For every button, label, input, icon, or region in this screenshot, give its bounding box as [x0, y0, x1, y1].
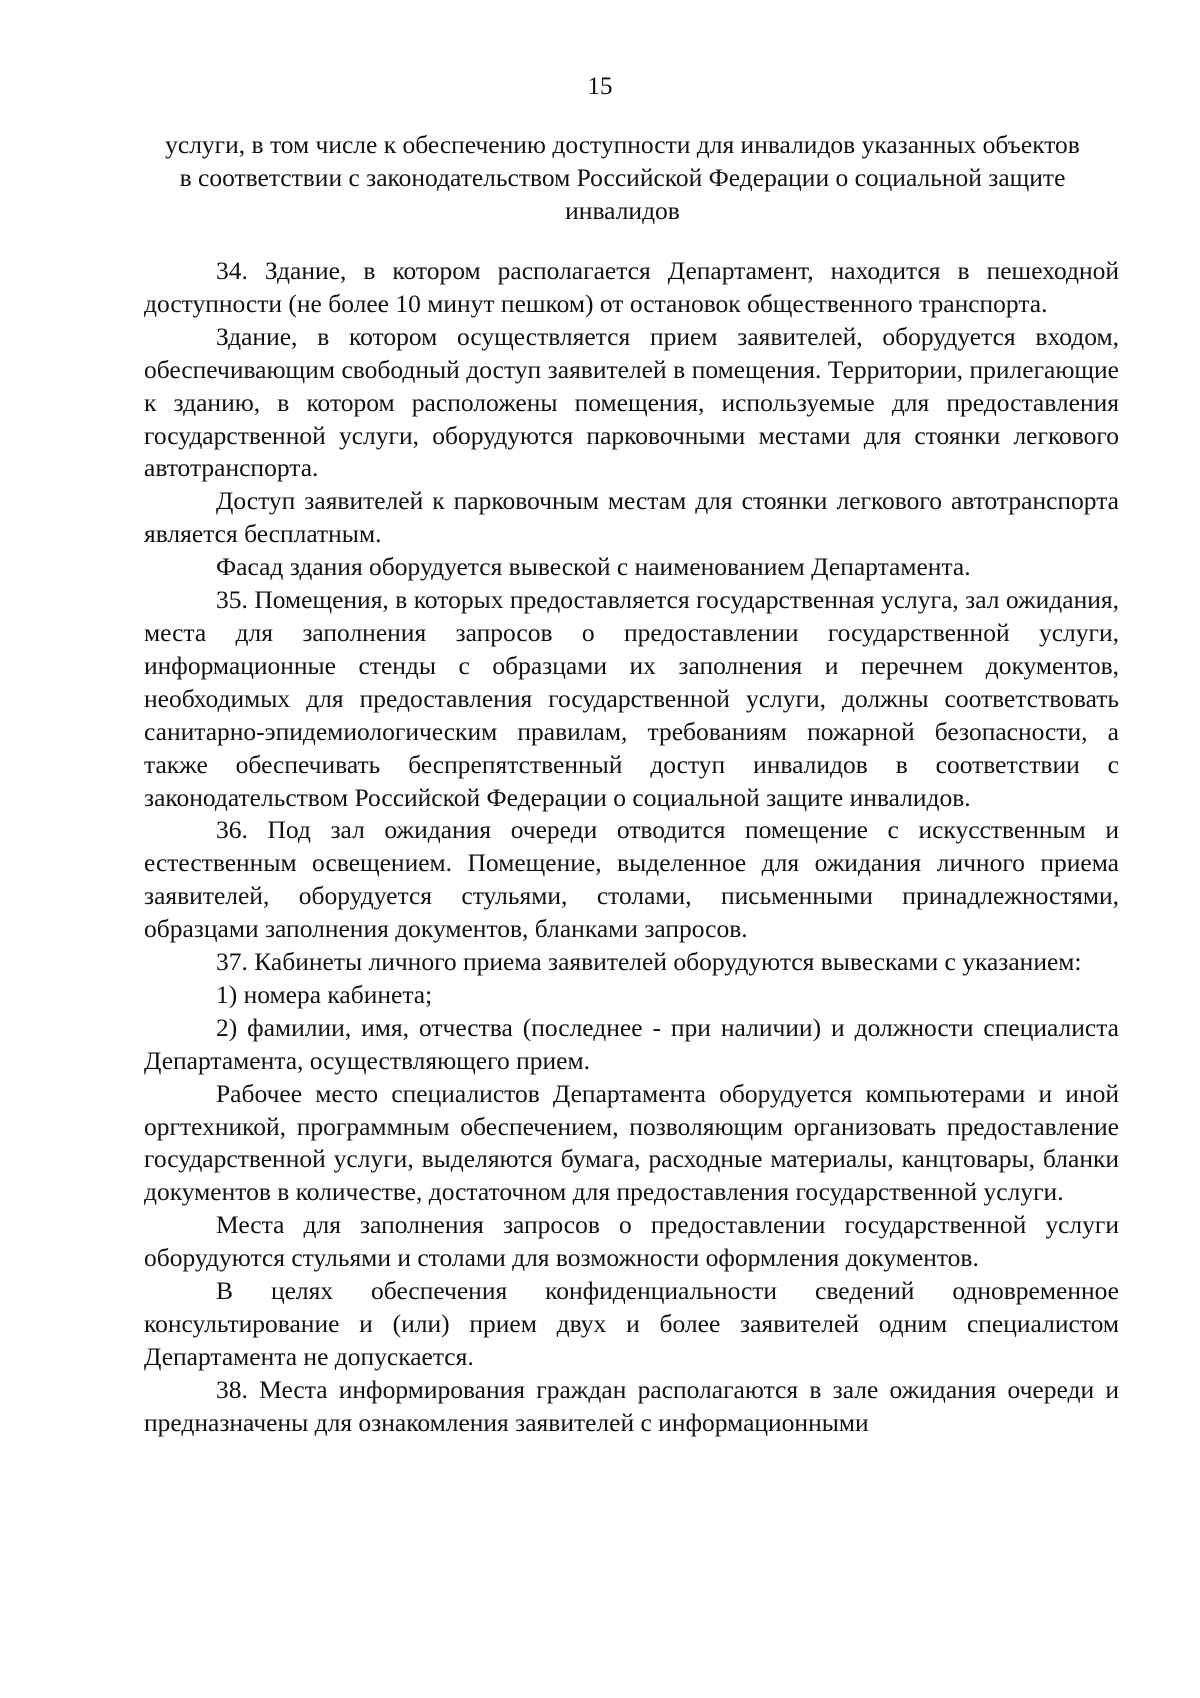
document-body	[144, 255, 1119, 1440]
paragraph-forms: Места для заполнения запросов о предоставлении государственной услуги оборудуются стульями и столами для возможности оформления документов.	[144, 1210, 1119, 1273]
paragraph-entrance: Здание, в котором осуществляется прием заявителей, оборудуется входом, обеспечивающим свободный доступ заявителей в помещения. Территории, прилегающие к зданию, в котором расположены помещения, используемые для предоставления государственной услуги, оборудуются парковочными местами для стоянки легкового автотранспорта.	[144, 321, 1119, 483]
paragraph-38: 38. Места информирования граждан располагаются в зале ожидания очереди и предназначены для ознакомления заявителей с информационными	[144, 1374, 1119, 1437]
paragraph-35: 35. Помещения, в которых предоставляется государственная услуга, зал ожидания, места для заполнения запросов о предоставлении государственной услуги, информационные стенды с образцами их заполнения и перечнем документов, необходимых для предоставления государственной услуги, должны соответствовать санитарно-эпидемиологическим правилам, требованиям пожарной безопасности, а также обеспечивать беспрепятственный доступ инвалидов в соответствии с законодательством Российской Федерации о социальной защите инвалидов.	[144, 585, 1119, 812]
paragraph-36: 36. Под зал ожидания очереди отводится помещение с искусственным и естественным освещением. Помещение, выделенное для ожидания личного приема заявителей, оборудуется стульями, столами, письменными принадлежностями, образцами заполнения документов, бланками запросов.	[144, 815, 1119, 944]
paragraph-37: 37. Кабинеты личного приема заявителей оборудуются вывесками с указанием:	[216, 947, 1082, 977]
page-number: 15	[587, 73, 613, 100]
paragraph-parking: Доступ заявителей к парковочным местам для стоянки легкового автотранспорта является бесплатным.	[144, 486, 1119, 549]
paragraph-confidentiality: В целях обеспечения конфиденциальности сведений одновременное консультирование и (или) прием двух и более заявителей одним специалистом Департамента не допускается.	[144, 1276, 1119, 1371]
paragraph-facade: Фасад здания оборудуется вывеской с наименованием Департамента.	[216, 552, 971, 582]
section-heading: услуги, в том числе к обеспечению доступности для инвалидов указанных объектов в соответствии с законодательством Российской Федерации о социальной защите инвалидов	[165, 130, 1080, 225]
paragraph-workplace: Рабочее место специалистов Департамента оборудуется компьютерами и иной оргтехникой, программным обеспечением, позволяющим организовать предоставление государственной услуги, выделяются бумага, расходные материалы, канцтовары, бланки документов в количестве, достаточном для предоставления государственной услуги.	[144, 1078, 1119, 1207]
list-item-1: 1) номера кабинета;	[216, 979, 433, 1009]
list-item-2: 2) фамилии, имя, отчества (последнее - при наличии) и должности специалиста Департамента, осуществляющего прием.	[144, 1012, 1119, 1075]
paragraph-34: 34. Здание, в котором располагается Департамент, находится в пешеходной доступности (не более 10 минут пешком) от остановок общественного транспорта.	[144, 256, 1119, 318]
